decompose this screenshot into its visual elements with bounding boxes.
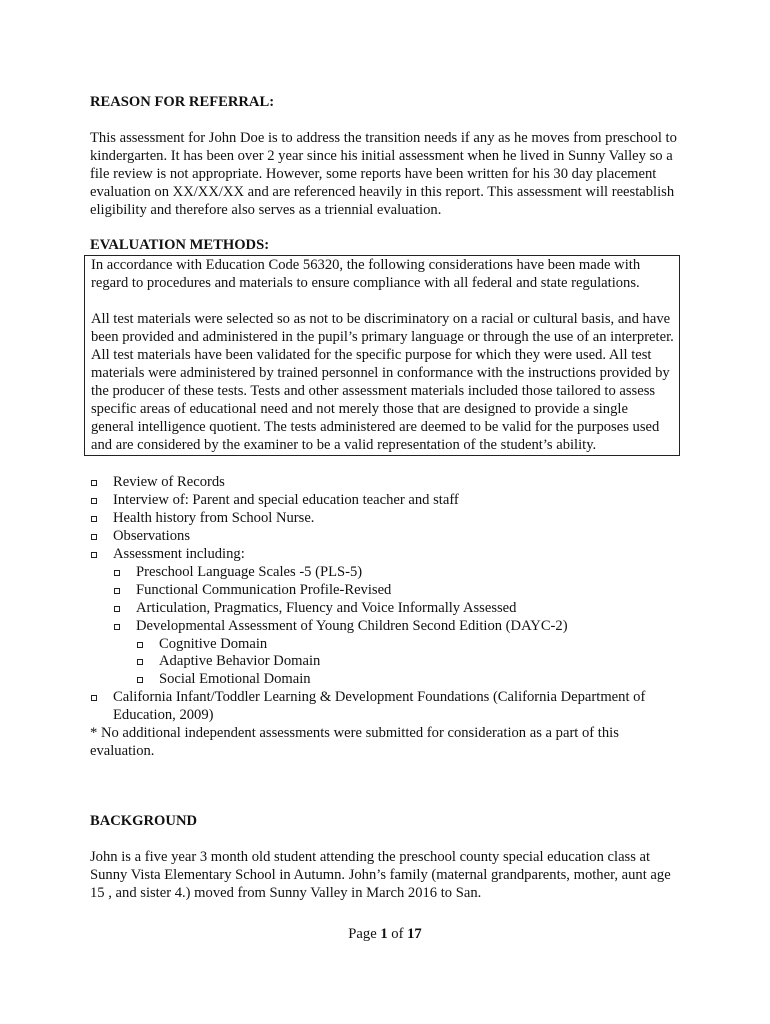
sub-list-item: Preschool Language Scales -5 (PLS-5): [90, 564, 682, 582]
list-item: Assessment including:: [90, 546, 682, 564]
checkbox-bullet-icon: [114, 606, 120, 612]
checkbox-bullet-icon: [91, 695, 97, 701]
list-item: Observations: [90, 528, 682, 546]
page-total: 17: [407, 926, 422, 942]
checkbox-bullet-icon: [91, 480, 97, 486]
referral-paragraph: This assessment for John Doe is to address the transition needs if any as he moves from preschool to kindergarten. It has been over 2 year since his initial assessment when he lived in Sunny Valley so a file review is not appropriate. However, some reports have been written for his 30 day placement evaluation on XX/XX/XX and are referenced heavily in this report. This assessment will reestablish eligibility and therefore also serves as a triennial evaluation.: [90, 129, 677, 218]
sub-sub-list-item: Cognitive Domain: [90, 636, 682, 654]
page-current: 1: [380, 926, 388, 942]
checkbox-bullet-icon: [137, 659, 143, 665]
checkbox-bullet-icon: [137, 642, 143, 648]
checkbox-bullet-icon: [91, 498, 97, 504]
sub-list-item: Articulation, Pragmatics, Fluency and Voice Informally Assessed: [90, 600, 682, 618]
page-footer: [0, 926, 770, 943]
list-item: California Infant/Toddler Learning & Development Foundations (California Department of Education, 2009): [90, 689, 682, 725]
list-item: Review of Records: [90, 474, 682, 492]
checkbox-bullet-icon: [114, 624, 120, 630]
page-of-label: of: [391, 926, 404, 942]
checkbox-bullet-icon: [137, 677, 143, 683]
checkbox-bullet-icon: [114, 588, 120, 594]
test-materials-paragraph: All test materials were selected so as not to be discriminatory on a racial or cultural basis, and have been provided and administered in the pupil’s primary language or through the use of an interpreter. All test materials have been validated for the specific purpose for which they were used. All test materials were administered by trained personnel in conformance with the instructions provided by the producer of these tests. Tests and other assessment materials included those tailored to assess specific areas of educational need and not merely those that are designed to provide a single general intelligence quotient. The tests administered are deemed to be valid for the purposes used and are considered by the examiner to be a valid representation of the student’s ability.: [91, 311, 674, 453]
evaluation-checklist: [90, 474, 682, 725]
sub-sub-list-item: Adaptive Behavior Domain: [90, 653, 682, 671]
sub-list-item: Functional Communication Profile-Revised: [90, 582, 682, 600]
background-heading: BACKGROUND: [90, 812, 198, 829]
checkbox-bullet-icon: [91, 516, 97, 522]
list-item: Interview of: Parent and special education teacher and staff: [90, 492, 682, 510]
evaluation-methods-box: [84, 255, 680, 456]
referral-heading: REASON FOR REFERRAL:: [90, 94, 275, 110]
checkbox-bullet-icon: [114, 570, 120, 576]
evaluation-heading: EVALUATION METHODS:: [90, 237, 270, 254]
document-page: [90, 94, 682, 903]
sub-list-item: Developmental Assessment of Young Children Second Edition (DAYC-2): [90, 618, 682, 636]
checkbox-bullet-icon: [91, 534, 97, 540]
list-item: Health history from School Nurse.: [90, 510, 682, 528]
page-label: Page: [348, 926, 377, 942]
compliance-paragraph: In accordance with Education Code 56320, the following considerations have been made with regard to procedures and materials to ensure compliance with all federal and state regulations.: [91, 257, 641, 292]
sub-sub-list-item: Social Emotional Domain: [90, 671, 682, 689]
checkbox-bullet-icon: [91, 552, 97, 558]
background-paragraph: John is a five year 3 month old student attending the preschool county special education class at Sunny Vista Elementary School in Autumn. John’s family (maternal grandparents, mother, aunt age 15 , and sister 4.) moved from Sunny Valley in March 2016 to San.: [90, 848, 671, 901]
assessment-note: * No additional independent assessments were submitted for consideration as a part of this evaluation.: [90, 725, 619, 759]
